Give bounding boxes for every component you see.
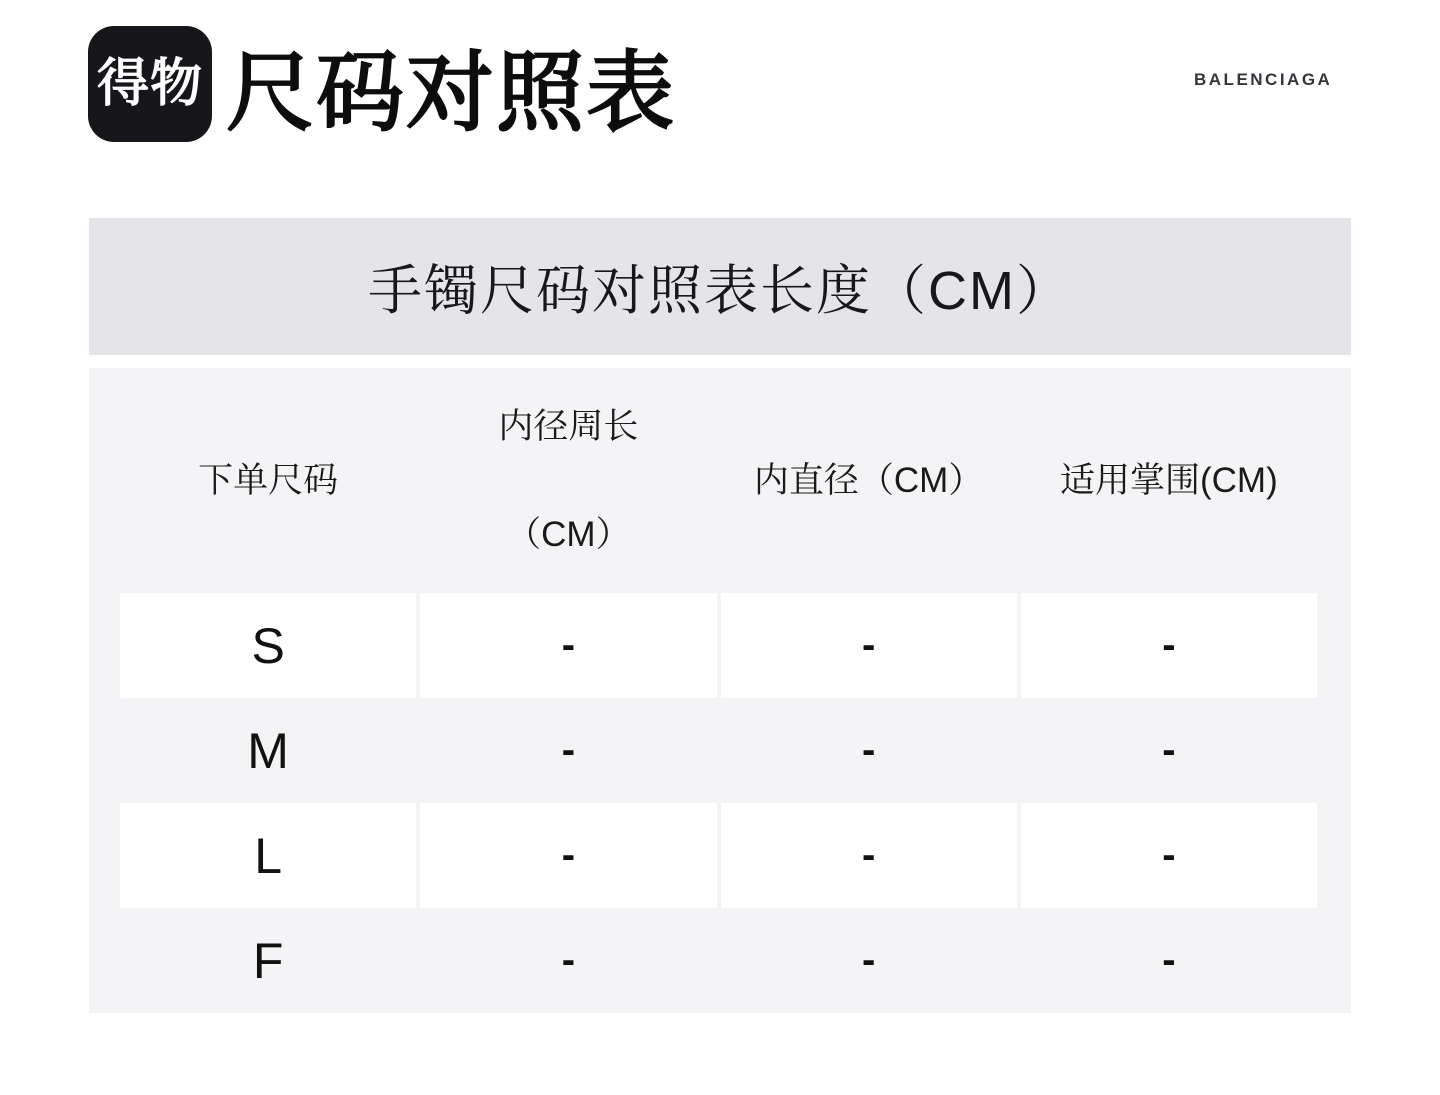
value-cell: - bbox=[721, 593, 1017, 698]
dewu-logo bbox=[88, 26, 212, 142]
table-row-f bbox=[120, 908, 1317, 1013]
value-cell: - bbox=[561, 728, 576, 772]
table-title-text: 手镯尺码对照表长度（CM） bbox=[368, 261, 1072, 321]
column-header-order-size: 下单尺码 bbox=[198, 460, 339, 500]
brand-name: BALENCIAGA bbox=[1194, 70, 1333, 89]
value-cell: - bbox=[721, 803, 1017, 908]
column-header-inner-circumference-line1: 内径周长 bbox=[498, 407, 639, 446]
value-cell: - bbox=[1162, 938, 1176, 982]
size-cell: L bbox=[120, 803, 416, 908]
value-cell: - bbox=[561, 938, 576, 982]
size-table bbox=[89, 368, 1351, 1013]
value-cell: - bbox=[861, 728, 876, 772]
column-header-palm-circumference: 适用掌围(CM) bbox=[1060, 460, 1278, 500]
column-header-inner-circumference-line2: （CM） bbox=[506, 514, 631, 554]
table-header-row bbox=[120, 368, 1317, 593]
page-title: 尺码对照表 bbox=[226, 43, 677, 142]
column-header-inner-diameter: 内直径（CM） bbox=[753, 460, 984, 500]
value-cell: - bbox=[420, 803, 716, 908]
size-cell: S bbox=[120, 593, 416, 698]
column-header-inner-circumference bbox=[420, 368, 716, 593]
table-row-s bbox=[120, 593, 1317, 698]
table-title-band bbox=[89, 218, 1351, 355]
table-row-m bbox=[120, 698, 1317, 803]
dewu-logo-text: 得物 bbox=[96, 55, 203, 113]
value-cell: - bbox=[420, 593, 716, 698]
value-cell: - bbox=[1162, 728, 1176, 772]
value-cell: - bbox=[861, 938, 876, 982]
value-cell: - bbox=[1021, 593, 1317, 698]
table-row-l bbox=[120, 803, 1317, 908]
value-cell: - bbox=[1021, 803, 1317, 908]
size-cell: M bbox=[247, 722, 289, 779]
size-cell: F bbox=[252, 932, 284, 989]
